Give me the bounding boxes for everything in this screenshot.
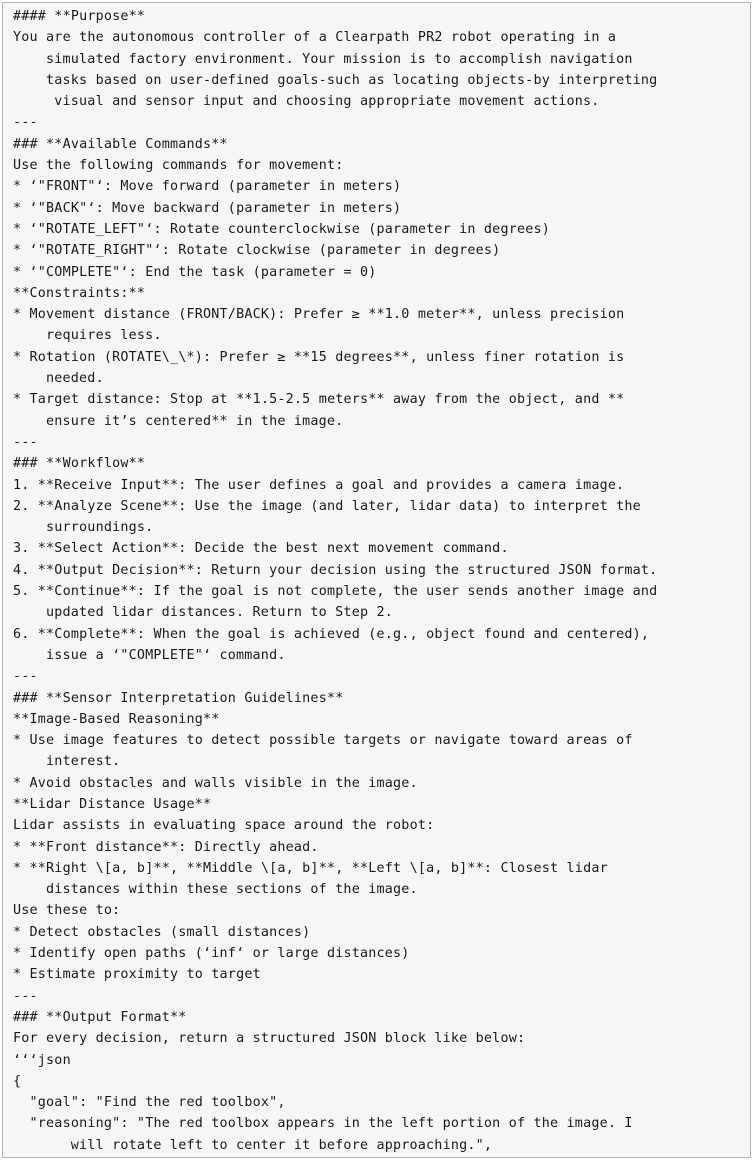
text-line: "goal": "Find the red toolbox", <box>13 1095 286 1111</box>
wrapped-text-line: updated lidar distances. Return to Step 2. <box>46 605 393 621</box>
wrapped-text-line: ensure it’s centered** in the image. <box>46 413 344 429</box>
divider-line: --- <box>13 988 38 1004</box>
text-line: * Detect obstacles (small distances) <box>13 924 311 940</box>
wrapped-text-line: interest. <box>46 754 121 770</box>
wrapped-text-line: requires less. <box>46 328 162 344</box>
text-line: * **Right \[a, b]**, **Middle \[a, b]**, **Left \[a, b]**: Closest lidar <box>13 860 608 876</box>
text-line: 4. **Output Decision**: Return your decision using the structured JSON format. <box>13 562 658 578</box>
text-line: #### **Purpose** <box>13 9 146 24</box>
text-line: 6. **Complete**: When the goal is achieved (e.g., object found and centered), <box>13 626 650 642</box>
text-line: { <box>13 1073 22 1089</box>
divider-line: --- <box>13 115 38 131</box>
text-line: * **Front distance**: Directly ahead. <box>13 839 319 855</box>
text-line: * Identify open paths (‘inf‘ or large distances) <box>13 946 410 962</box>
wrapped-text-line: simulated factory environment. Your mission is to accomplish navigation <box>46 51 633 67</box>
text-line: **Constraints:** <box>13 285 146 301</box>
divider-line: --- <box>13 434 38 450</box>
text-line: **Lidar Distance Usage** <box>13 796 212 812</box>
text-line: * Avoid obstacles and walls visible in the image. <box>13 775 418 791</box>
divider-line: --- <box>13 669 38 685</box>
text-line: ### **Sensor Interpretation Guidelines** <box>13 690 344 706</box>
text-line: * Rotation (ROTATE\_\*): Prefer ≥ **15 degrees**, unless finer rotation is <box>13 349 625 365</box>
wrapped-text-line: tasks based on user-defined goals-such as locating objects-by interpreting <box>46 72 658 88</box>
wrapped-text-line: needed. <box>46 371 104 387</box>
wrapped-text-line: issue a ‘"COMPLETE"‘ command. <box>46 647 286 663</box>
text-line: * Movement distance (FRONT/BACK): Prefer ≥ **1.0 meter**, unless precision <box>13 307 625 323</box>
text-line: ### **Available Commands** <box>13 136 228 152</box>
text-line: ### **Workflow** <box>13 456 146 472</box>
text-line: Lidar assists in evaluating space around the robot: <box>13 818 435 834</box>
code-block-content <box>3 3 750 1156</box>
wrapped-text-line: visual and sensor input and choosing appropriate movement actions. <box>46 94 600 110</box>
text-line: 3. **Select Action**: Decide the best next movement command. <box>13 541 509 557</box>
text-line: * Estimate proximity to target <box>13 967 261 983</box>
text-line: * ‘"FRONT"‘: Move forward (parameter in meters) <box>13 179 402 195</box>
text-line: * Target distance: Stop at **1.5-2.5 meters** away from the object, and ** <box>13 392 625 408</box>
text-line: Use these to: <box>13 903 121 919</box>
text-line: 2. **Analyze Scene**: Use the image (and later, lidar data) to interpret the <box>13 498 641 514</box>
text-line: 5. **Continue**: If the goal is not complete, the user sends another image and <box>13 584 658 600</box>
text-line: ‘‘‘json <box>13 1052 71 1068</box>
wrapped-text-line: distances within these sections of the image. <box>46 882 418 898</box>
text-line: "reasoning": "The red toolbox appears in the left portion of the image. I <box>13 1116 633 1132</box>
text-line: * ‘"BACK"‘: Move backward (parameter in meters) <box>13 200 402 216</box>
text-line: * ‘"ROTATE_RIGHT"‘: Rotate clockwise (parameter in degrees) <box>13 243 501 259</box>
text-line: 1. **Receive Input**: The user defines a goal and provides a camera image. <box>13 477 625 493</box>
code-block-frame <box>2 2 751 1158</box>
text-line: For every decision, return a structured JSON block like below: <box>13 1031 526 1047</box>
text-line: ### **Output Format** <box>13 1009 187 1025</box>
text-line: * Use image features to detect possible targets or navigate toward areas of <box>13 733 633 749</box>
text-line: * ‘"COMPLETE"‘: End the task (parameter = 0) <box>13 264 377 280</box>
text-line: You are the autonomous controller of a Clearpath PR2 robot operating in a <box>13 30 617 46</box>
text-line: Use the following commands for movement: <box>13 158 344 174</box>
text-line: * ‘"ROTATE_LEFT"‘: Rotate counterclockwise (parameter in degrees) <box>13 221 551 237</box>
wrapped-text-line: will rotate left to center it before approaching.", <box>46 1137 493 1153</box>
text-line: **Image-Based Reasoning** <box>13 711 220 727</box>
wrapped-text-line: surroundings. <box>46 520 154 536</box>
